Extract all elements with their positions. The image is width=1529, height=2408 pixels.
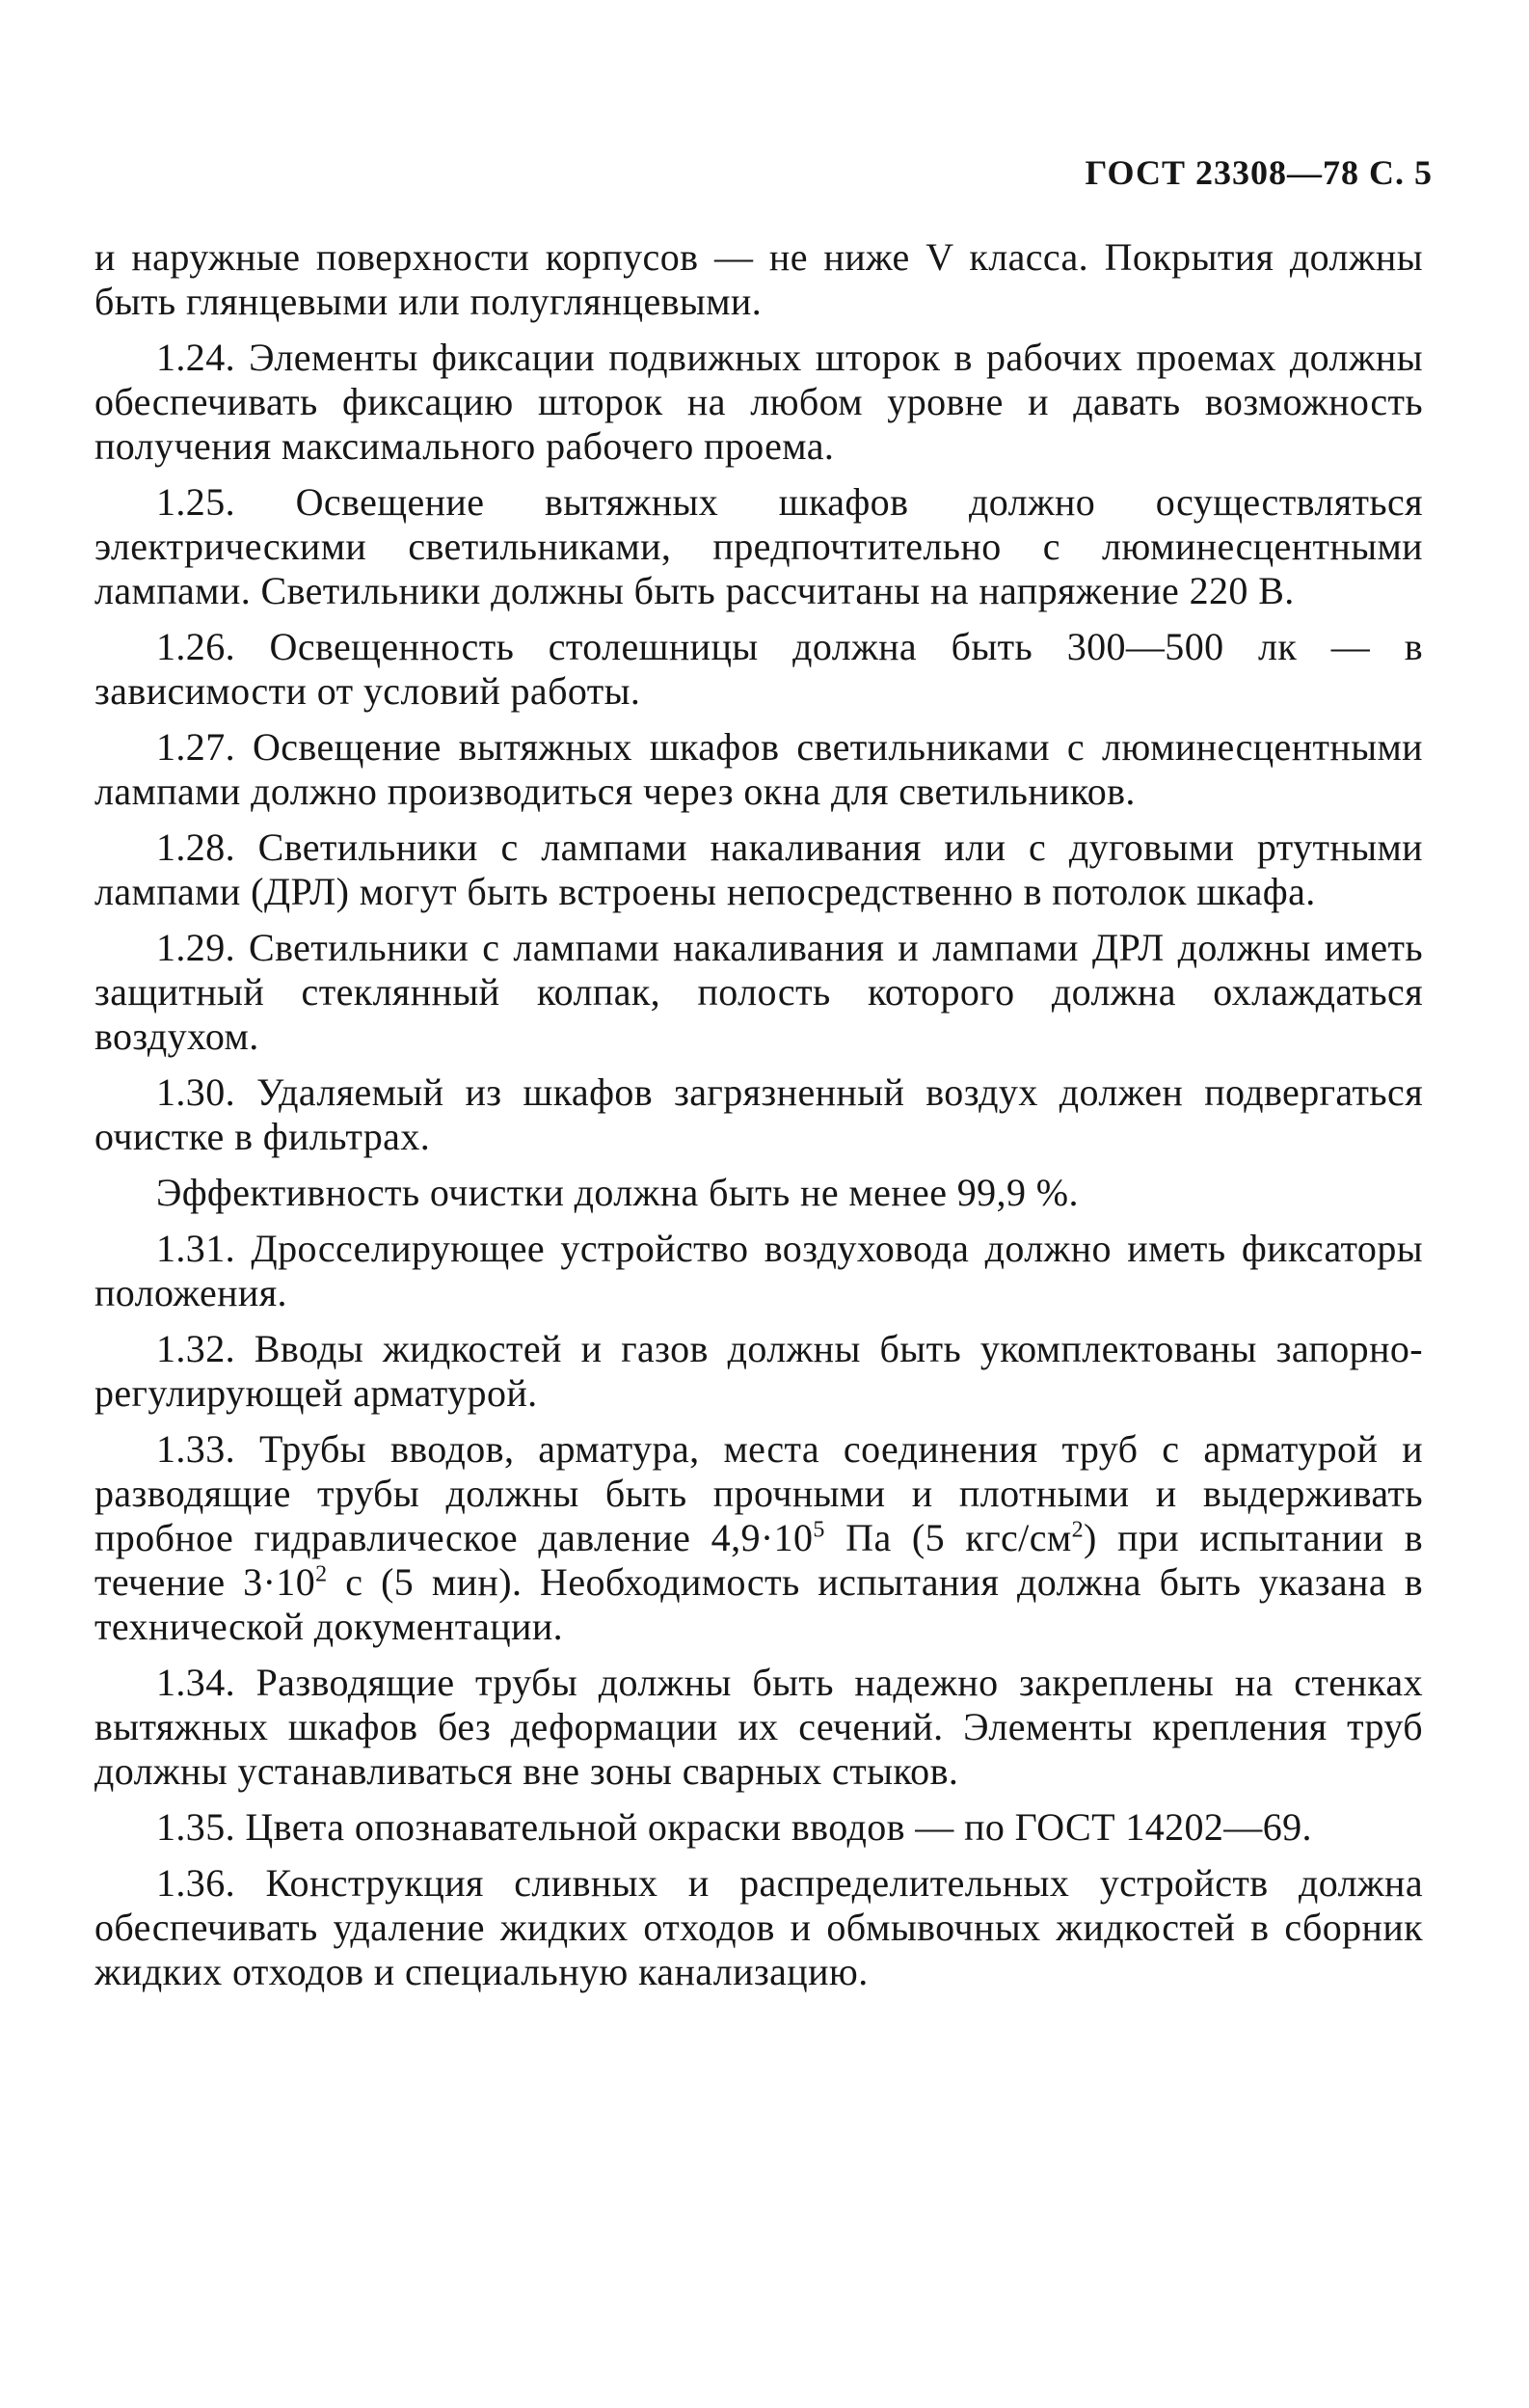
clause-1-36: 1.36. Конструкция сливных и распределительных устройств должна обеспечивать удаление жидких отходов и обмывочных жидкостей в сборник жидких отходов и специальную канализацию. [94,1861,1423,1993]
clause-1-24: 1.24. Элементы фиксации подвижных шторок в рабочих проемах должны обеспечивать фиксацию шторок на любом уровне и давать возможность получения максимального рабочего проема. [94,336,1423,468]
clause-1-35: 1.35. Цвета опознавательной окраски вводов — по ГОСТ 14202—69. [156,1805,1312,1849]
paragraph-continuation: и наружные поверхности корпусов — не ниже V класса. Покрытия должны быть глянцевыми или полуглянцевыми. [94,235,1423,323]
clause-1-33-text-3: ) при испытании в течение 3·10 [94,1516,1424,1604]
clause-1-25: 1.25. Освещение вытяжных шкафов должно осуществляться электрическими светильниками, предпочтительно с люминесцентными лампами. Светильники должны быть рассчитаны на напряжение 220 В. [94,480,1423,612]
clause-1-28: 1.28. Светильники с лампами накаливания или с дуговыми ртутными лампами (ДРЛ) могут быть встроены непосредственно в потолок шкафа. [94,825,1423,913]
clause-1-34: 1.34. Разводящие трубы должны быть надежно закреплены на стенках вытяжных шкафов без деформации их сечений. Элементы крепления труб должны устанавливаться вне зоны сварных стыков. [94,1661,1423,1793]
clause-1-33-exponent-2: 2 [1071,1517,1084,1543]
clause-1-27: 1.27. Освещение вытяжных шкафов светильниками с люминесцентными лампами должно производиться через окна для светильников. [94,725,1423,813]
page-number: С. 5 [1369,153,1433,192]
clause-1-26: 1.26. Освещенность столешницы должна быть 300—500 лк — в зависимости от условий работы. [94,625,1423,713]
clause-1-33-exponent-1: 5 [813,1517,825,1543]
clause-1-33-exponent-3: 2 [315,1561,328,1587]
clause-1-31: 1.31. Дросселирующее устройство воздуховода должно иметь фиксаторы положения. [94,1227,1423,1314]
clause-1-33-text-2: Па (5 кгс/см [824,1516,1072,1559]
clause-1-30: 1.30. Удаляемый из шкафов загрязненный воздух должен подвергаться очистке в фильтрах. [94,1070,1423,1158]
clause-1-33-text-1: 1.33. Трубы вводов, арматура, места соединения труб с арматурой и разводящие трубы должны быть прочными и плотными и выдерживать пробное гидравлическое давление 4,9·10 [94,1427,1423,1559]
page-header [1086,152,1433,193]
clause-1-32: 1.32. Вводы жидкостей и газов должны быть укомплектованы запорно-регулирующей арматурой. [94,1327,1423,1415]
standard-number: ГОСТ 23308—78 [1085,153,1359,192]
clause-1-33-text-4: с (5 мин). Необходимость испытания должна быть указана в технической документации. [94,1560,1424,1648]
clause-1-29: 1.29. Светильники с лампами накаливания и лампами ДРЛ должны иметь защитный стеклянный колпак, полость которого должна охлаждаться воздухом. [94,926,1423,1058]
clause-1-33 [94,1427,1423,1649]
clause-1-30-efficiency: Эффективность очистки должна быть не менее 99,9 %. [156,1171,1079,1214]
document-body [94,235,1423,2006]
